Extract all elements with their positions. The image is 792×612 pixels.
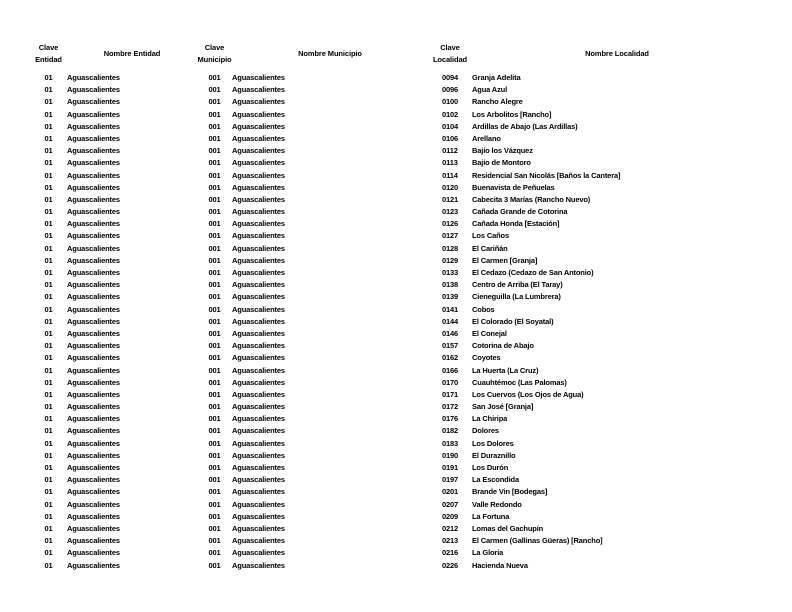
- nombre-municipio-cell: Aguascalientes: [232, 499, 285, 509]
- clave-entidad-cell: 01: [44, 475, 53, 485]
- nombre-municipio-cell: Aguascalientes: [232, 146, 285, 156]
- nombre-entidad-cell: Aguascalientes: [67, 121, 120, 131]
- clave-municipio-cell: 001: [208, 438, 221, 448]
- clave-localidad-cell: 0120: [441, 182, 459, 192]
- clave-municipio-cell: 001: [208, 402, 221, 412]
- clave-entidad-cell: 01: [44, 158, 53, 168]
- nombre-localidad-cell: Bajío de Montoro: [472, 158, 531, 168]
- clave-localidad-cell: 0100: [441, 97, 459, 107]
- nombre-localidad-cell: La Chiripa: [472, 414, 508, 424]
- nombre-entidad-cell: Aguascalientes: [67, 231, 120, 241]
- clave-localidad-cell: 0176: [441, 414, 459, 424]
- nombre-municipio-cell: Aguascalientes: [232, 170, 285, 180]
- clave-entidad-cell: 01: [44, 85, 53, 95]
- clave-municipio-cell: 001: [208, 499, 221, 509]
- nombre-entidad-cell: Aguascalientes: [67, 402, 120, 412]
- header-clave-municipio: Clave Municipio: [197, 42, 232, 64]
- nombre-localidad-cell: Ardillas de Abajo (Las Ardillas): [472, 121, 578, 131]
- clave-localidad-cell: 0123: [441, 207, 459, 217]
- clave-localidad-cell: 0112: [442, 146, 458, 156]
- nombre-entidad-cell: Aguascalientes: [67, 377, 120, 387]
- table-row: [30, 230, 762, 242]
- nombre-municipio-cell: Aguascalientes: [232, 231, 285, 241]
- nombre-entidad-cell: Aguascalientes: [67, 133, 120, 143]
- clave-municipio-cell: 001: [208, 292, 221, 302]
- clave-entidad-cell: 01: [44, 536, 53, 546]
- nombre-localidad-cell: El Colorado (El Soyatal): [472, 316, 554, 326]
- clave-localidad-cell: 0102: [441, 109, 459, 119]
- clave-municipio-cell: 001: [208, 268, 221, 277]
- nombre-localidad-cell: El Conejal: [472, 328, 507, 338]
- clave-entidad-cell: 01: [44, 97, 53, 107]
- nombre-municipio-cell: Aguascalientes: [232, 73, 285, 82]
- nombre-municipio-cell: Aguascalientes: [232, 536, 285, 546]
- nombre-entidad-cell: Aguascalientes: [67, 109, 120, 119]
- nombre-entidad-cell: Aguascalientes: [67, 341, 120, 351]
- clave-entidad-cell: 01: [44, 438, 53, 448]
- nombre-municipio-cell: Aguascalientes: [232, 85, 285, 95]
- nombre-localidad-cell: Residencial San Nicolás [Baños la Cantera]: [472, 170, 621, 180]
- nombre-municipio-cell: Aguascalientes: [232, 292, 285, 302]
- clave-localidad-cell: 0157: [441, 341, 459, 351]
- table-row: [30, 255, 762, 267]
- nombre-entidad-cell: Aguascalientes: [67, 328, 120, 338]
- nombre-entidad-cell: Aguascalientes: [67, 499, 120, 509]
- clave-municipio-cell: 001: [208, 463, 221, 472]
- clave-entidad-cell: 01: [44, 194, 53, 204]
- nombre-entidad-cell: Aguascalientes: [67, 353, 120, 363]
- table-row: [30, 170, 762, 182]
- clave-entidad-cell: 01: [44, 377, 53, 387]
- nombre-municipio-cell: Aguascalientes: [232, 182, 285, 192]
- clave-municipio-cell: 001: [208, 207, 221, 217]
- nombre-localidad-cell: Cotorina de Abajo: [472, 341, 534, 351]
- clave-entidad-cell: 01: [44, 560, 53, 570]
- nombre-localidad-cell: Arellano: [472, 133, 501, 143]
- nombre-entidad-cell: Aguascalientes: [67, 414, 120, 424]
- nombre-localidad-cell: Los Arbolitos [Rancho]: [472, 109, 552, 119]
- nombre-municipio-cell: Aguascalientes: [232, 353, 285, 363]
- clave-entidad-cell: 01: [44, 463, 53, 472]
- nombre-localidad-cell: Cañada Honda [Estación]: [472, 219, 560, 229]
- clave-entidad-cell: 01: [44, 353, 53, 363]
- clave-localidad-cell: 0114: [442, 170, 458, 180]
- nombre-localidad-cell: El Carmen (Gallinas Güeras) [Rancho]: [472, 536, 603, 546]
- nombre-localidad-cell: Cuauhtémoc (Las Palomas): [472, 377, 567, 387]
- table-row: [30, 133, 762, 145]
- clave-localidad-cell: 0113: [442, 158, 458, 168]
- clave-localidad-cell: 0183: [441, 438, 459, 448]
- nombre-entidad-cell: Aguascalientes: [67, 487, 120, 497]
- nombre-entidad-cell: Aguascalientes: [67, 146, 120, 156]
- nombre-entidad-cell: Aguascalientes: [67, 304, 120, 314]
- header-clave-entidad: Clave Entidad: [35, 42, 62, 64]
- header-nombre-localidad: Nombre Localidad: [585, 48, 649, 58]
- nombre-entidad-cell: Aguascalientes: [67, 316, 120, 326]
- nombre-municipio-cell: Aguascalientes: [232, 97, 285, 107]
- clave-municipio-cell: 001: [208, 194, 221, 204]
- nombre-entidad-cell: Aguascalientes: [67, 389, 120, 399]
- clave-localidad-cell: 0201: [441, 487, 459, 497]
- clave-entidad-cell: 01: [44, 146, 53, 156]
- clave-localidad-cell: 0170: [441, 377, 459, 387]
- table-row: [30, 401, 762, 413]
- clave-municipio-cell: 001: [208, 170, 221, 180]
- table-row: [30, 206, 762, 218]
- clave-municipio-cell: 001: [208, 255, 221, 265]
- table-row: [30, 560, 762, 572]
- clave-municipio-cell: 001: [208, 316, 221, 326]
- clave-entidad-cell: 01: [44, 268, 53, 277]
- table-row: [30, 243, 762, 255]
- nombre-entidad-cell: Aguascalientes: [67, 170, 120, 180]
- header-nombre-municipio: Nombre Municipio: [298, 48, 362, 58]
- clave-localidad-cell: 0127: [441, 231, 459, 241]
- nombre-entidad-cell: Aguascalientes: [67, 365, 120, 375]
- clave-localidad-cell: 0171: [441, 389, 459, 399]
- clave-localidad-cell: 0226: [441, 560, 459, 570]
- nombre-localidad-cell: Los Cuervos (Los Ojos de Agua): [472, 389, 584, 399]
- nombre-municipio-cell: Aguascalientes: [232, 207, 285, 217]
- clave-localidad-cell: 0126: [441, 219, 459, 229]
- nombre-municipio-cell: Aguascalientes: [232, 280, 285, 290]
- nombre-localidad-cell: El Cedazo (Cedazo de San Antonio): [472, 268, 594, 277]
- nombre-entidad-cell: Aguascalientes: [67, 207, 120, 217]
- header-clave-localidad: Clave Localidad: [432, 42, 468, 64]
- nombre-municipio-cell: Aguascalientes: [232, 133, 285, 143]
- clave-localidad-cell: 0094: [441, 73, 459, 82]
- nombre-municipio-cell: Aguascalientes: [232, 219, 285, 229]
- clave-entidad-cell: 01: [44, 450, 53, 460]
- nombre-municipio-cell: Aguascalientes: [232, 243, 285, 253]
- nombre-localidad-cell: San José [Granja]: [472, 402, 534, 412]
- nombre-localidad-cell: Los Durón: [472, 463, 509, 472]
- table-row: [30, 72, 762, 84]
- nombre-municipio-cell: Aguascalientes: [232, 365, 285, 375]
- clave-municipio-cell: 001: [208, 487, 221, 497]
- clave-municipio-cell: 001: [208, 560, 221, 570]
- table-row: [30, 511, 762, 523]
- clave-entidad-cell: 01: [44, 426, 53, 436]
- nombre-municipio-cell: Aguascalientes: [232, 304, 285, 314]
- clave-localidad-cell: 0138: [441, 280, 459, 290]
- table-row: [30, 425, 762, 437]
- nombre-localidad-cell: Dolores: [472, 426, 499, 436]
- clave-localidad-cell: 0172: [441, 402, 459, 412]
- table-row: [30, 389, 762, 401]
- clave-municipio-cell: 001: [208, 280, 221, 290]
- nombre-entidad-cell: Aguascalientes: [67, 182, 120, 192]
- table-row: [30, 499, 762, 511]
- table-row: [30, 523, 762, 535]
- nombre-municipio-cell: Aguascalientes: [232, 450, 285, 460]
- nombre-municipio-cell: Aguascalientes: [232, 109, 285, 119]
- clave-municipio-cell: 001: [208, 121, 221, 131]
- table-row: [30, 486, 762, 498]
- clave-municipio-cell: 001: [208, 548, 221, 558]
- clave-entidad-cell: 01: [44, 316, 53, 326]
- clave-entidad-cell: 01: [44, 523, 53, 533]
- nombre-municipio-cell: Aguascalientes: [232, 560, 285, 570]
- table-header-row: [30, 40, 762, 67]
- table-row: [30, 157, 762, 169]
- table-row: [30, 328, 762, 340]
- clave-entidad-cell: 01: [44, 73, 53, 82]
- clave-localidad-cell: 0212: [441, 523, 459, 533]
- clave-localidad-cell: 0106: [441, 133, 459, 143]
- nombre-localidad-cell: Los Caños: [472, 231, 509, 241]
- table-row: [30, 352, 762, 364]
- clave-municipio-cell: 001: [208, 73, 221, 82]
- nombre-municipio-cell: Aguascalientes: [232, 341, 285, 351]
- clave-entidad-cell: 01: [44, 341, 53, 351]
- nombre-entidad-cell: Aguascalientes: [67, 536, 120, 546]
- clave-municipio-cell: 001: [208, 231, 221, 241]
- nombre-entidad-cell: Aguascalientes: [67, 255, 120, 265]
- locality-table: [30, 40, 762, 572]
- clave-localidad-cell: 0197: [441, 475, 459, 485]
- nombre-localidad-cell: Agua Azul: [472, 85, 508, 95]
- table-row: [30, 450, 762, 462]
- clave-entidad-cell: 01: [44, 109, 53, 119]
- clave-municipio-cell: 001: [208, 341, 221, 351]
- clave-entidad-cell: 01: [44, 402, 53, 412]
- table-row: [30, 291, 762, 303]
- nombre-entidad-cell: Aguascalientes: [67, 280, 120, 290]
- nombre-entidad-cell: Aguascalientes: [67, 158, 120, 168]
- nombre-entidad-cell: Aguascalientes: [67, 548, 120, 558]
- nombre-municipio-cell: Aguascalientes: [232, 255, 285, 265]
- nombre-municipio-cell: Aguascalientes: [232, 121, 285, 131]
- nombre-localidad-cell: Cabecita 3 Marías (Rancho Nuevo): [472, 194, 591, 204]
- nombre-localidad-cell: Granja Adelita: [472, 73, 521, 82]
- nombre-localidad-cell: El Duraznillo: [472, 450, 516, 460]
- clave-municipio-cell: 001: [208, 304, 221, 314]
- clave-municipio-cell: 001: [208, 182, 221, 192]
- clave-municipio-cell: 001: [208, 353, 221, 363]
- table-row: [30, 182, 762, 194]
- clave-municipio-cell: 001: [208, 414, 221, 424]
- table-row: [30, 121, 762, 133]
- clave-entidad-cell: 01: [44, 389, 53, 399]
- nombre-entidad-cell: Aguascalientes: [67, 268, 120, 277]
- table-row: [30, 316, 762, 328]
- clave-entidad-cell: 01: [44, 207, 53, 217]
- clave-localidad-cell: 0213: [441, 536, 459, 546]
- clave-entidad-cell: 01: [44, 121, 53, 131]
- clave-municipio-cell: 001: [208, 109, 221, 119]
- clave-municipio-cell: 001: [208, 377, 221, 387]
- nombre-municipio-cell: Aguascalientes: [232, 328, 285, 338]
- clave-entidad-cell: 01: [44, 182, 53, 192]
- nombre-localidad-cell: Valle Redondo: [472, 499, 522, 509]
- clave-localidad-cell: 0141: [441, 304, 459, 314]
- nombre-localidad-cell: Cobos: [472, 304, 495, 314]
- clave-municipio-cell: 001: [208, 523, 221, 533]
- table-row: [30, 535, 762, 547]
- clave-municipio-cell: 001: [208, 365, 221, 375]
- nombre-municipio-cell: Aguascalientes: [232, 487, 285, 497]
- header-nombre-entidad: Nombre Entidad: [103, 48, 161, 58]
- nombre-localidad-cell: La Escondida: [472, 475, 519, 485]
- nombre-localidad-cell: El Carmen [Granja]: [472, 255, 538, 265]
- nombre-entidad-cell: Aguascalientes: [67, 194, 120, 204]
- nombre-municipio-cell: Aguascalientes: [232, 475, 285, 485]
- clave-localidad-cell: 0191: [441, 463, 459, 472]
- clave-entidad-cell: 01: [44, 304, 53, 314]
- table-row: [30, 218, 762, 230]
- nombre-entidad-cell: Aguascalientes: [67, 243, 120, 253]
- clave-municipio-cell: 001: [208, 243, 221, 253]
- clave-entidad-cell: 01: [44, 328, 53, 338]
- nombre-entidad-cell: Aguascalientes: [67, 450, 120, 460]
- clave-municipio-cell: 001: [208, 158, 221, 168]
- clave-entidad-cell: 01: [44, 414, 53, 424]
- nombre-localidad-cell: Coyotes: [472, 353, 501, 363]
- nombre-entidad-cell: Aguascalientes: [67, 511, 120, 521]
- clave-municipio-cell: 001: [208, 450, 221, 460]
- nombre-municipio-cell: Aguascalientes: [232, 389, 285, 399]
- clave-municipio-cell: 001: [208, 133, 221, 143]
- clave-localidad-cell: 0104: [441, 121, 459, 131]
- nombre-entidad-cell: Aguascalientes: [67, 426, 120, 436]
- clave-localidad-cell: 0216: [441, 548, 459, 558]
- nombre-localidad-cell: La Gloria: [472, 548, 504, 558]
- clave-localidad-cell: 0166: [441, 365, 459, 375]
- clave-municipio-cell: 001: [208, 426, 221, 436]
- clave-entidad-cell: 01: [44, 548, 53, 558]
- nombre-entidad-cell: Aguascalientes: [67, 292, 120, 302]
- nombre-localidad-cell: Los Dolores: [472, 438, 514, 448]
- nombre-entidad-cell: Aguascalientes: [67, 438, 120, 448]
- nombre-municipio-cell: Aguascalientes: [232, 438, 285, 448]
- nombre-localidad-cell: La Fortuna: [472, 511, 510, 521]
- nombre-localidad-cell: Cañada Grande de Cotorina: [472, 207, 568, 217]
- table-row: [30, 413, 762, 425]
- clave-localidad-cell: 0129: [441, 255, 459, 265]
- table-row: [30, 267, 762, 279]
- clave-localidad-cell: 0096: [441, 85, 459, 95]
- clave-entidad-cell: 01: [44, 170, 53, 180]
- clave-municipio-cell: 001: [208, 85, 221, 95]
- table-row: [30, 84, 762, 96]
- clave-entidad-cell: 01: [44, 255, 53, 265]
- nombre-localidad-cell: Cieneguilla (La Lumbrera): [472, 292, 561, 302]
- nombre-entidad-cell: Aguascalientes: [67, 475, 120, 485]
- nombre-localidad-cell: Hacienda Nueva: [472, 560, 528, 570]
- table-row: [30, 377, 762, 389]
- table-row: [30, 109, 762, 121]
- nombre-entidad-cell: Aguascalientes: [67, 560, 120, 570]
- clave-entidad-cell: 01: [44, 487, 53, 497]
- nombre-municipio-cell: Aguascalientes: [232, 548, 285, 558]
- nombre-municipio-cell: Aguascalientes: [232, 402, 285, 412]
- clave-entidad-cell: 01: [44, 499, 53, 509]
- clave-entidad-cell: 01: [44, 231, 53, 241]
- nombre-entidad-cell: Aguascalientes: [67, 85, 120, 95]
- clave-localidad-cell: 0144: [441, 316, 459, 326]
- nombre-municipio-cell: Aguascalientes: [232, 523, 285, 533]
- table-row: [30, 194, 762, 206]
- nombre-municipio-cell: Aguascalientes: [232, 426, 285, 436]
- nombre-localidad-cell: La Huerta (La Cruz): [472, 365, 539, 375]
- table-row: [30, 279, 762, 291]
- nombre-municipio-cell: Aguascalientes: [232, 511, 285, 521]
- clave-municipio-cell: 001: [208, 328, 221, 338]
- table-row: [30, 462, 762, 474]
- clave-municipio-cell: 001: [208, 536, 221, 546]
- clave-localidad-cell: 0209: [441, 511, 459, 521]
- nombre-entidad-cell: Aguascalientes: [67, 523, 120, 533]
- clave-entidad-cell: 01: [44, 243, 53, 253]
- nombre-municipio-cell: Aguascalientes: [232, 194, 285, 204]
- nombre-entidad-cell: Aguascalientes: [67, 97, 120, 107]
- nombre-municipio-cell: Aguascalientes: [232, 463, 285, 472]
- clave-localidad-cell: 0139: [441, 292, 459, 302]
- clave-localidad-cell: 0182: [441, 426, 459, 436]
- clave-municipio-cell: 001: [208, 97, 221, 107]
- clave-municipio-cell: 001: [208, 219, 221, 229]
- clave-municipio-cell: 001: [208, 475, 221, 485]
- table-row: [30, 145, 762, 157]
- table-row: [30, 96, 762, 108]
- table-row: [30, 438, 762, 450]
- clave-municipio-cell: 001: [208, 511, 221, 521]
- nombre-localidad-cell: Bajío los Vázquez: [472, 146, 533, 156]
- clave-entidad-cell: 01: [44, 280, 53, 290]
- table-row: [30, 547, 762, 559]
- clave-localidad-cell: 0146: [441, 328, 459, 338]
- nombre-municipio-cell: Aguascalientes: [232, 268, 285, 277]
- clave-municipio-cell: 001: [208, 146, 221, 156]
- nombre-localidad-cell: Centro de Arriba (El Taray): [472, 280, 563, 290]
- nombre-localidad-cell: El Cariñán: [472, 243, 508, 253]
- nombre-entidad-cell: Aguascalientes: [67, 463, 120, 472]
- nombre-municipio-cell: Aguascalientes: [232, 158, 285, 168]
- clave-localidad-cell: 0121: [441, 194, 459, 204]
- nombre-entidad-cell: Aguascalientes: [67, 219, 120, 229]
- nombre-localidad-cell: Rancho Alegre: [472, 97, 523, 107]
- table-row: [30, 474, 762, 486]
- clave-localidad-cell: 0162: [441, 353, 459, 363]
- nombre-entidad-cell: Aguascalientes: [67, 73, 120, 82]
- clave-localidad-cell: 0128: [441, 243, 459, 253]
- clave-entidad-cell: 01: [44, 365, 53, 375]
- nombre-localidad-cell: Brande Vin [Bodegas]: [472, 487, 548, 497]
- nombre-localidad-cell: Lomas del Gachupín: [472, 523, 544, 533]
- clave-entidad-cell: 01: [44, 511, 53, 521]
- nombre-municipio-cell: Aguascalientes: [232, 316, 285, 326]
- table-row: [30, 365, 762, 377]
- table-body: [30, 72, 762, 572]
- table-row: [30, 340, 762, 352]
- table-row: [30, 304, 762, 316]
- nombre-municipio-cell: Aguascalientes: [232, 414, 285, 424]
- clave-entidad-cell: 01: [44, 292, 53, 302]
- clave-municipio-cell: 001: [208, 389, 221, 399]
- clave-localidad-cell: 0190: [441, 450, 459, 460]
- clave-entidad-cell: 01: [44, 219, 53, 229]
- nombre-municipio-cell: Aguascalientes: [232, 377, 285, 387]
- clave-entidad-cell: 01: [44, 133, 53, 143]
- nombre-localidad-cell: Buenavista de Peñuelas: [472, 182, 555, 192]
- clave-localidad-cell: 0207: [441, 499, 459, 509]
- clave-localidad-cell: 0133: [441, 268, 459, 277]
